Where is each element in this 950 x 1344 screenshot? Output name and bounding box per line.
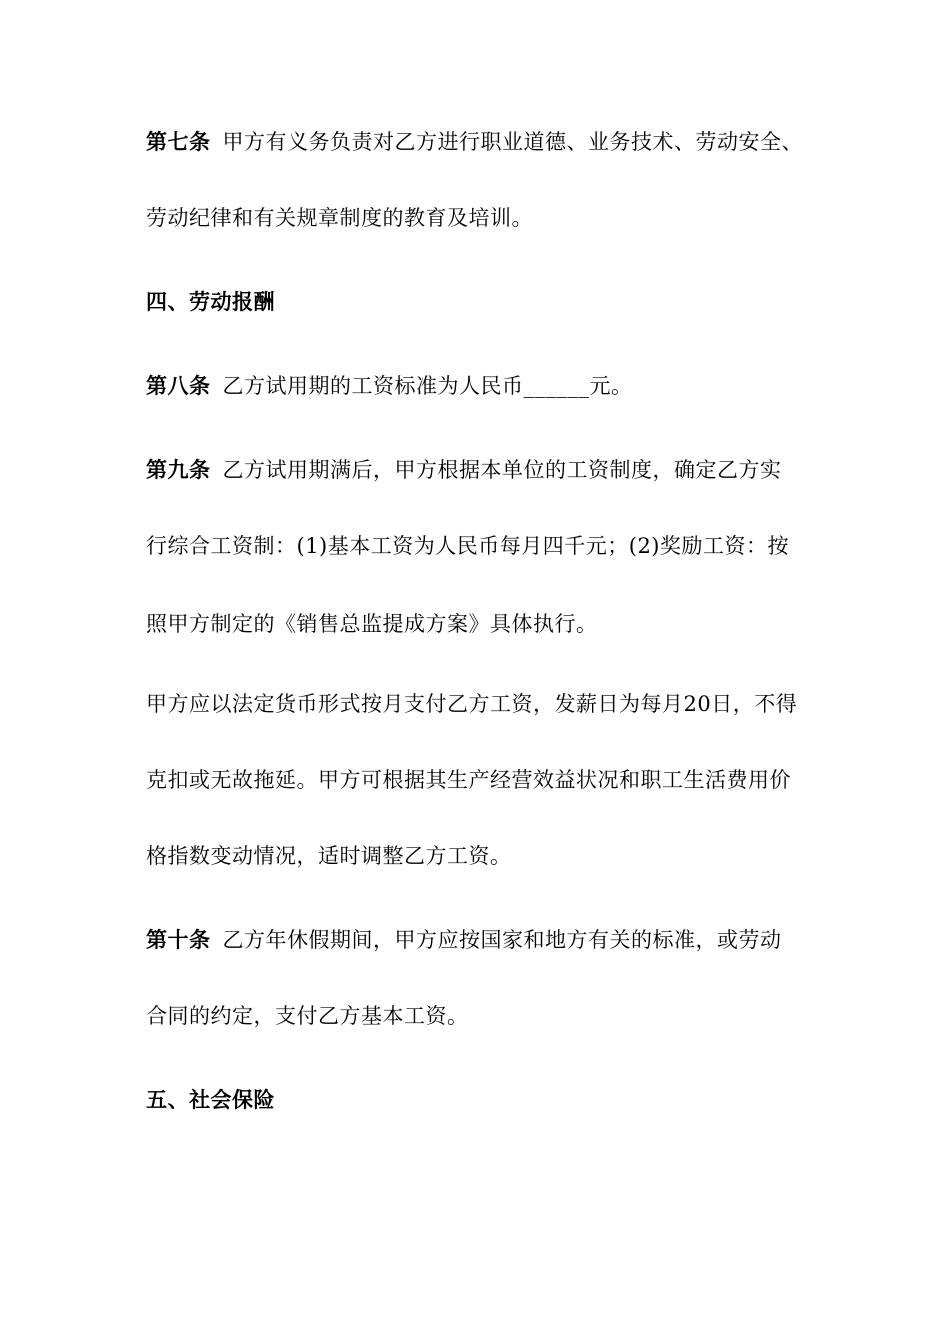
article-10-line-2: 合同的约定，支付乙方基本工资。 <box>146 1004 469 1028</box>
section-5-heading: 五、社会保险 <box>146 1088 275 1112</box>
article-9-text: 乙方试用期满后，甲方根据本单位的工资制度，确定乙方实 <box>222 458 782 482</box>
article-7-text: 甲方有义务负责对乙方进行职业道德、业务技术、劳动安全、 <box>222 130 803 154</box>
article-8-line-1 <box>146 372 633 400</box>
payment-line-1: 甲方应以法定货币形式按月支付乙方工资，发薪日为每月20日，不得 <box>146 692 798 716</box>
article-10-label: 第十条 <box>146 928 211 952</box>
payment-line-3: 格指数变动情况，适时调整乙方工资。 <box>146 844 512 868</box>
article-7-label: 第七条 <box>146 130 211 154</box>
article-7-line-2: 劳动纪律和有关规章制度的教育及培训。 <box>146 206 533 230</box>
article-9-line-1 <box>146 456 782 484</box>
article-10-text: 乙方年休假期间，甲方应按国家和地方有关的标准，或劳动 <box>222 928 782 952</box>
article-9-label: 第九条 <box>146 458 211 482</box>
article-9-line-2: 行综合工资制：(1)基本工资为人民币每月四千元；(2)奖励工资：按 <box>146 534 789 558</box>
article-7-line-1 <box>146 128 803 156</box>
article-8-text: 乙方试用期的工资标准为人民币______元。 <box>222 374 633 398</box>
article-8-label: 第八条 <box>146 374 211 398</box>
article-10-line-1 <box>146 926 782 954</box>
payment-line-2: 克扣或无故拖延。甲方可根据其生产经营效益状况和职工生活费用价 <box>146 768 791 792</box>
article-9-line-3: 照甲方制定的《销售总监提成方案》具体执行。 <box>146 612 598 636</box>
section-4-heading: 四、劳动报酬 <box>146 290 275 314</box>
